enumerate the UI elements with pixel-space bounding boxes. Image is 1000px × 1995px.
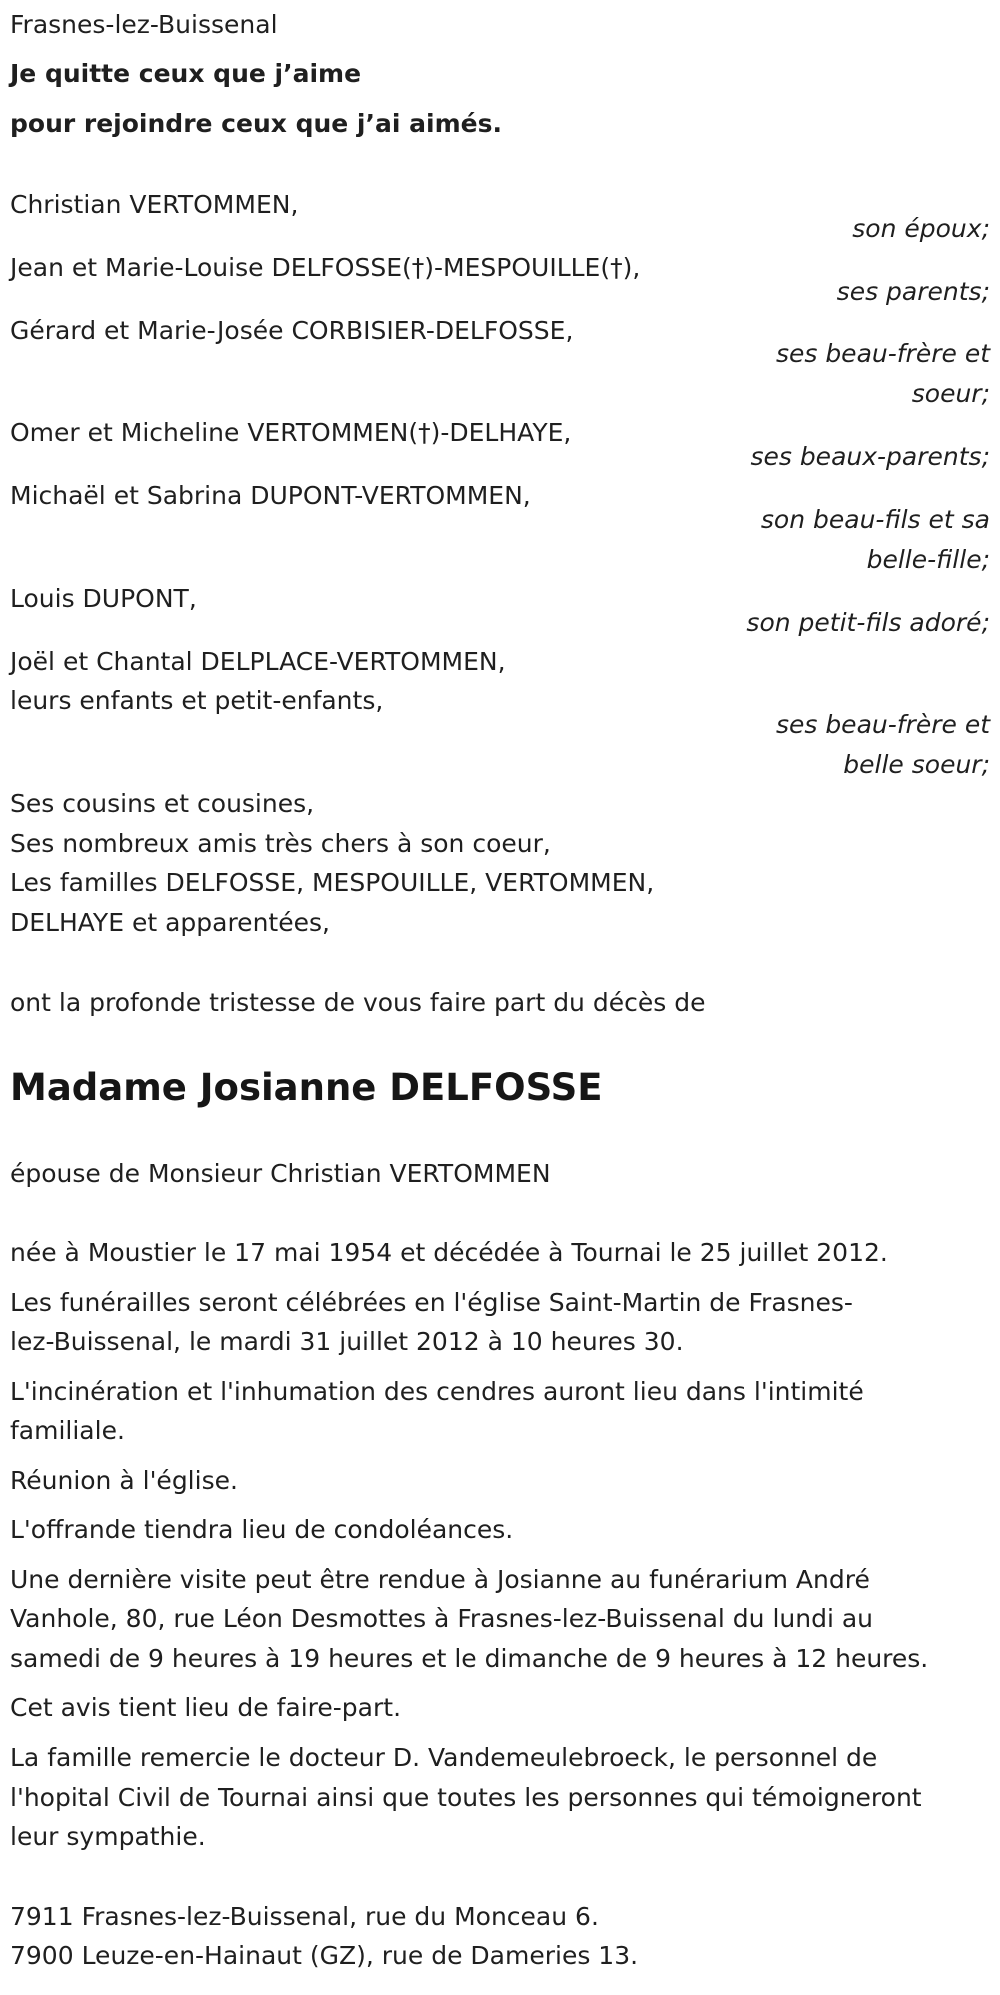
family-relation: ses beaux-parents; (750, 442, 990, 471)
others-line: DELHAYE et apparentées, (10, 908, 330, 937)
family-relation: ses beau-frère et (775, 339, 990, 368)
family-name: Gérard et Marie-Josée CORBISIER-DELFOSSE, (10, 316, 574, 345)
others-line: Ses nombreux amis très chers à son coeur, (10, 829, 551, 858)
cremation-line: familiale. (10, 1416, 125, 1445)
family-relation: ses parents; (836, 277, 990, 306)
place-heading: Frasnes-lez-Buissenal (10, 10, 278, 39)
quote-line-2: pour rejoindre ceux que j’ai aimés. (10, 109, 502, 138)
family-name: Louis DUPONT, (10, 584, 197, 613)
family-relation: ses beau-frère et (775, 710, 990, 739)
deceased-name: Madame Josianne DELFOSSE (10, 1066, 603, 1109)
meeting-line: Réunion à l'église. (10, 1466, 238, 1495)
family-relation: belle-fille; (866, 545, 990, 574)
announcement: ont la profonde tristesse de vous faire part du décès de (10, 988, 706, 1017)
family-name: Jean et Marie-Louise DELFOSSE(†)-MESPOUILLE(†), (10, 253, 641, 282)
visit-line: Une dernière visite peut être rendue à Josianne au funérarium André (10, 1565, 870, 1594)
family-name: Omer et Micheline VERTOMMEN(†)-DELHAYE, (10, 418, 572, 447)
family-name: leurs enfants et petit-enfants, (10, 686, 384, 715)
family-name: Christian VERTOMMEN, (10, 190, 299, 219)
address-line: 7900 Leuze-en-Hainaut (GZ), rue de Dameries 13. (10, 1941, 639, 1970)
thanks-line: leur sympathie. (10, 1822, 206, 1851)
family-relation: son petit-fils adoré; (746, 608, 990, 637)
family-relation: son beau-fils et sa (760, 505, 990, 534)
family-name: Michaël et Sabrina DUPONT-VERTOMMEN, (10, 481, 531, 510)
family-relation: son époux; (852, 214, 990, 243)
offering-line: L'offrande tiendra lieu de condoléances. (10, 1515, 514, 1544)
cremation-line: L'incinération et l'inhumation des cendres auront lieu dans l'intimité (10, 1377, 864, 1406)
address-line: 7911 Frasnes-lez-Buissenal, rue du Monceau 6. (10, 1902, 599, 1931)
others-line: Les familles DELFOSSE, MESPOUILLE, VERTOMMEN, (10, 868, 655, 897)
quote-line-1: Je quitte ceux que j’aime (10, 59, 362, 88)
visit-line: samedi de 9 heures à 19 heures et le dimanche de 9 heures à 12 heures. (10, 1644, 929, 1673)
funeral-line: Les funérailles seront célébrées en l'église Saint-Martin de Frasnes- (10, 1288, 853, 1317)
spouse-line: épouse de Monsieur Christian VERTOMMEN (10, 1159, 551, 1188)
notice-line: Cet avis tient lieu de faire-part. (10, 1693, 402, 1722)
others-line: Ses cousins et cousines, (10, 789, 315, 818)
family-relation: belle soeur; (843, 750, 990, 779)
thanks-line: l'hopital Civil de Tournai ainsi que toutes les personnes qui témoigneront (10, 1783, 922, 1812)
family-relation: soeur; (911, 379, 990, 408)
birth-death: née à Moustier le 17 mai 1954 et décédée à Tournai le 25 juillet 2012. (10, 1238, 888, 1267)
thanks-line: La famille remercie le docteur D. Vandemeulebroeck, le personnel de (10, 1743, 878, 1772)
visit-line: Vanhole, 80, rue Léon Desmottes à Frasnes-lez-Buissenal du lundi au (10, 1604, 874, 1633)
funeral-line: lez-Buissenal, le mardi 31 juillet 2012 à 10 heures 30. (10, 1327, 684, 1356)
family-name: Joël et Chantal DELPLACE-VERTOMMEN, (10, 647, 506, 676)
